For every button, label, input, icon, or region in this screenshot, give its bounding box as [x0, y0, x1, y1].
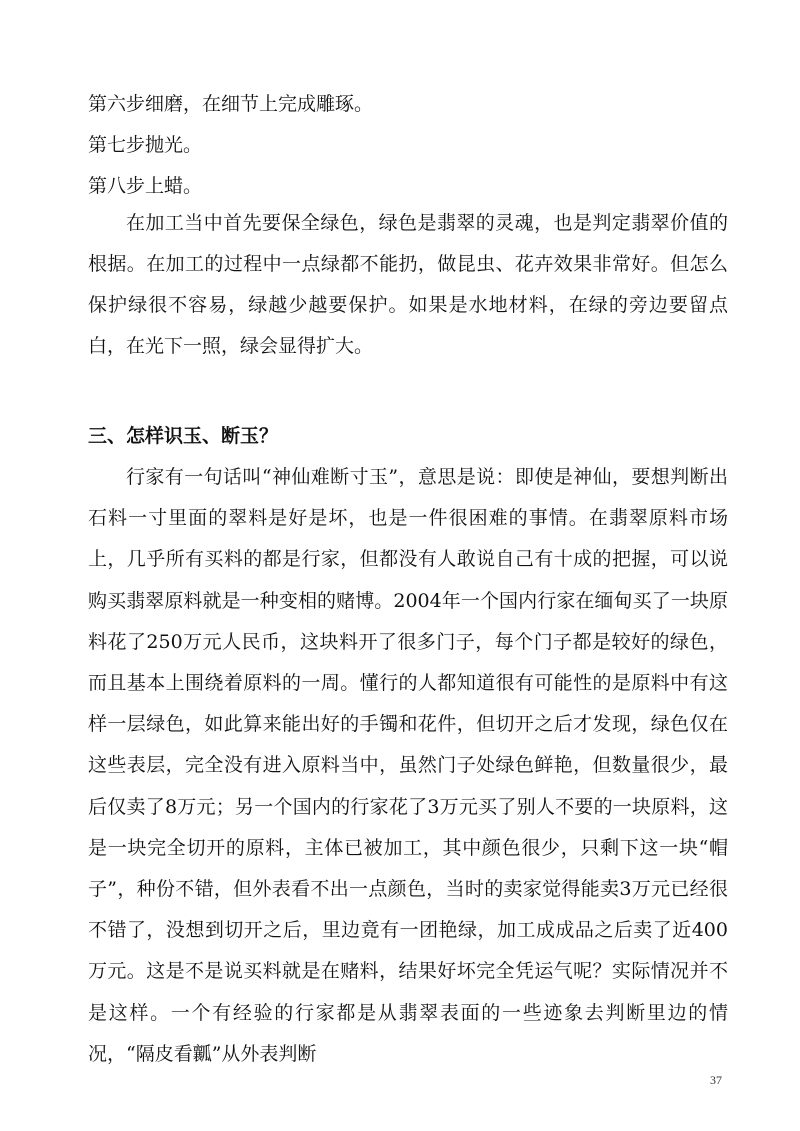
step-eight: 第八步上蜡。 — [88, 175, 203, 197]
step-list — [88, 84, 728, 207]
paragraph-protect-green: 在加工当中首先要保全绿色，绿色是翡翠的灵魂，也是判定翡翠价值的根据。在加工的过程中一点绿都不能扔，做昆虫、花卉效果非常好。但怎么保护绿很不容易，绿越少越要保护。如果是水地材料，在绿的旁边要留点白，在光下一照，绿会显得扩大。 — [88, 212, 728, 357]
section-heading: 三、怎样识玉、断玉？ — [88, 425, 279, 447]
page-number: 37 — [710, 1073, 722, 1087]
step-six: 第六步细磨，在细节上完成雕琢。 — [88, 93, 374, 115]
step-seven: 第七步抛光。 — [88, 134, 203, 156]
paragraph-judging-jade: 行家有一句话叫“神仙难断寸玉”，意思是说：即使是神仙，要想判断出石料一寸里面的翠料是好是坏，也是一件很困难的事情。在翡翠原料市场上，几乎所有买料的都是行家，但都没有人敢说自己有十成的把握，可以说购买翡翠原料就是一种变相的赌博。2004年一个国内行家在缅甸买了一块原料花了250万元人民币，这块料开了很多门子，每个门子都是较好的绿色，而且基本上围绕着原料的一周。懂行的人都知道很有可能性的是原料中有这样一层绿色，如此算来能出好的手镯和花件，但切开之后才发现，绿色仅在这些表层，完全没有进入原料当中，虽然门子处绿色鲜艳，但数量很少，最后仅卖了8万元；另一个国内的行家花了3万元买了别人不要的一块原料，这是一块完全切开的原料，主体已被加工，其中颜色很少，只剩下这一块“帽子”，种份不错，但外表看不出一点颜色，当时的卖家觉得能卖3万元已经很不错了，没想到切开之后，里边竟有一团艳绿，加工成成品之后卖了近400万元。这是不是说买料就是在赌料，结果好坏完全凭运气呢？实际情况并不是这样。一个有经验的行家都是从翡翠表面的一些迹象去判断里边的情况，“隔皮看瓤”从外表判断 — [88, 466, 728, 1065]
